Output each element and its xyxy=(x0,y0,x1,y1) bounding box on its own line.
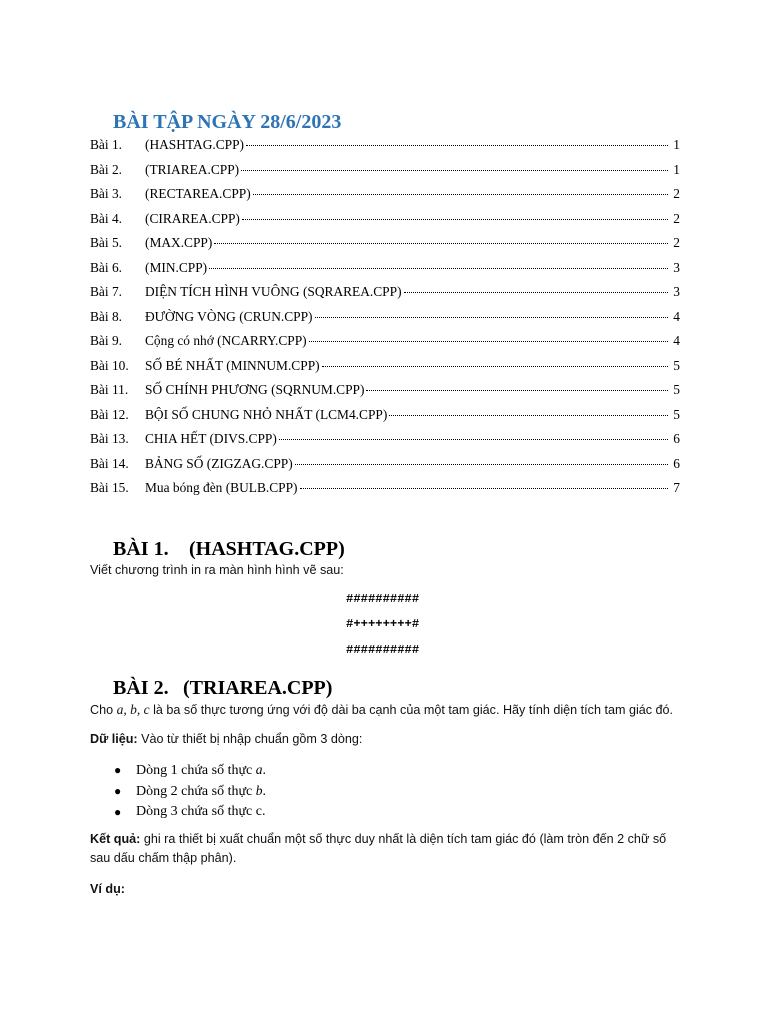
section-heading-bai2 xyxy=(113,675,332,701)
list-item xyxy=(114,802,266,822)
toc-entry-page: 4 xyxy=(673,308,680,324)
toc-entry-number: Bài 10. xyxy=(90,357,129,373)
toc-entry-page: 5 xyxy=(673,382,680,397)
output-label: Kết quả: xyxy=(90,832,141,846)
toc-entry-title: (MAX.CPP) xyxy=(145,235,213,250)
toc-entry-page: 2 xyxy=(673,210,680,226)
toc-dot-leader xyxy=(315,302,668,318)
toc-entry-page: 2 xyxy=(673,235,680,250)
toc-entry-page: 7 xyxy=(673,480,680,495)
section-heading-bai1 xyxy=(113,536,345,562)
toc-entry-title: ĐƯỜNG VÒNG (CRUN.CPP) xyxy=(145,308,313,324)
toc-dot-leader xyxy=(242,204,668,220)
toc-dot-leader xyxy=(214,228,668,244)
toc-entry[interactable] xyxy=(90,476,680,501)
bullet-text: Dòng 2 chứa số thực xyxy=(136,784,256,799)
bai2-intro xyxy=(90,700,673,720)
toc-entry-number: Bài 7. xyxy=(90,284,122,299)
toc-dot-leader xyxy=(246,130,668,146)
toc-entry-page: 3 xyxy=(673,259,680,275)
toc-entry-number: Bài 1. xyxy=(90,137,122,152)
bullet-text: Dòng 1 chứa số thực xyxy=(136,763,256,778)
toc-entry-title: CHIA HẾT (DIVS.CPP) xyxy=(145,431,277,446)
bullet-end: . xyxy=(262,784,267,799)
toc-entry-title: BẢNG SỐ (ZIGZAG.CPP) xyxy=(145,455,293,471)
input-lines-list xyxy=(114,760,266,822)
toc-entry-title: Mua bóng đèn (BULB.CPP) xyxy=(145,480,298,495)
table-of-contents xyxy=(90,133,680,501)
bullet-icon: ● xyxy=(114,805,122,819)
pattern-line: #++++++++# xyxy=(346,617,420,631)
document-title: BÀI TẬP NGÀY 28/6/2023 xyxy=(113,111,342,133)
toc-dot-leader xyxy=(209,253,668,269)
toc-dot-leader xyxy=(309,326,668,342)
input-label: Dữ liệu: xyxy=(90,732,138,746)
bullet-variable: a xyxy=(255,762,263,777)
toc-entry-title: (RECTAREA.CPP) xyxy=(145,186,251,201)
toc-entry-page: 2 xyxy=(673,186,680,201)
toc-entry-number: Bài 2. xyxy=(90,161,122,177)
bullet-icon: ● xyxy=(114,763,122,777)
toc-entry-page: 1 xyxy=(673,161,680,177)
intro-suffix: là ba số thực tương ứng với độ dài ba cạnh của một tam giác. Hãy tính diện tích tam giác đó. xyxy=(149,703,674,717)
bullet-text: Dòng 3 chứa số thực xyxy=(136,804,256,819)
toc-entry-number: Bài 8. xyxy=(90,308,122,324)
toc-entry-number: Bài 6. xyxy=(90,259,122,275)
toc-entry-number: Bài 15. xyxy=(90,480,129,495)
toc-entry-page: 5 xyxy=(673,357,680,373)
section-title: (TRIAREA.CPP) xyxy=(183,677,333,699)
toc-entry-page: 4 xyxy=(673,333,680,348)
pattern-line: ########## xyxy=(346,643,420,657)
toc-entry-number: Bài 12. xyxy=(90,406,129,422)
list-item xyxy=(114,781,266,802)
toc-dot-leader xyxy=(389,400,668,416)
toc-entry-title: Cộng có nhớ (NCARRY.CPP) xyxy=(145,333,307,348)
section-number: BÀI 1. xyxy=(113,538,169,560)
toc-entry-page: 6 xyxy=(673,455,680,471)
toc-entry-title: BỘI SỐ CHUNG NHỎ NHẤT (LCM4.CPP) xyxy=(145,406,388,422)
toc-entry-title: SỐ BÉ NHẤT (MINNUM.CPP) xyxy=(145,357,320,373)
input-text: Vào từ thiết bị nhập chuẩn gồm 3 dòng: xyxy=(137,732,363,746)
toc-entry-title: SỐ CHÍNH PHƯƠNG (SQRNUM.CPP) xyxy=(145,382,365,397)
toc-entry-number: Bài 14. xyxy=(90,455,129,471)
intro-variables: a, b, c xyxy=(116,702,150,717)
toc-entry-title: (TRIAREA.CPP) xyxy=(145,161,240,177)
bai2-example xyxy=(90,880,125,899)
list-item xyxy=(114,760,266,781)
toc-entry-page: 1 xyxy=(673,137,680,152)
toc-dot-leader xyxy=(300,473,668,489)
section-number: BÀI 2. xyxy=(113,677,169,699)
toc-dot-leader xyxy=(404,277,668,293)
toc-dot-leader xyxy=(322,351,668,367)
toc-entry-title: (HASHTAG.CPP) xyxy=(145,137,244,152)
toc-dot-leader xyxy=(279,424,668,440)
bullet-variable: c xyxy=(255,804,262,819)
toc-entry-title: (MIN.CPP) xyxy=(145,259,208,275)
toc-entry-page: 3 xyxy=(673,284,680,299)
pattern-line: ########## xyxy=(346,592,420,606)
output-text: ghi ra thiết bị xuất chuẩn một số thực duy nhất là diện tích tam giác đó (làm tròn đến 2 chữ số sau dấu chấm thập phân). xyxy=(90,832,667,865)
bullet-icon: ● xyxy=(114,784,122,798)
toc-entry-number: Bài 4. xyxy=(90,210,122,226)
bullet-end: . xyxy=(261,804,266,819)
toc-dot-leader xyxy=(295,449,668,465)
bullet-variable: b xyxy=(255,783,263,798)
toc-entry-number: Bài 3. xyxy=(90,186,122,201)
toc-entry-number: Bài 9. xyxy=(90,333,122,348)
bai1-intro: Viết chương trình in ra màn hình hình vẽ sau: xyxy=(90,563,344,577)
toc-dot-leader xyxy=(241,155,668,171)
bai2-output-description xyxy=(90,830,680,868)
example-label: Ví dụ: xyxy=(90,882,125,896)
toc-entry-page: 6 xyxy=(673,431,680,446)
bai2-input-description xyxy=(90,730,362,749)
intro-prefix: Cho xyxy=(90,703,117,717)
toc-entry-page: 5 xyxy=(673,406,680,422)
toc-entry-number: Bài 13. xyxy=(90,431,129,446)
toc-entry-title: (CIRAREA.CPP) xyxy=(145,210,240,226)
toc-dot-leader xyxy=(253,179,668,195)
section-title: (HASHTAG.CPP) xyxy=(189,538,345,560)
toc-entry-title: DIỆN TÍCH HÌNH VUÔNG (SQRAREA.CPP) xyxy=(145,284,402,299)
toc-entry-number: Bài 5. xyxy=(90,235,122,250)
bullet-end: . xyxy=(262,763,267,778)
toc-entry-number: Bài 11. xyxy=(90,382,129,397)
toc-dot-leader xyxy=(366,375,668,391)
